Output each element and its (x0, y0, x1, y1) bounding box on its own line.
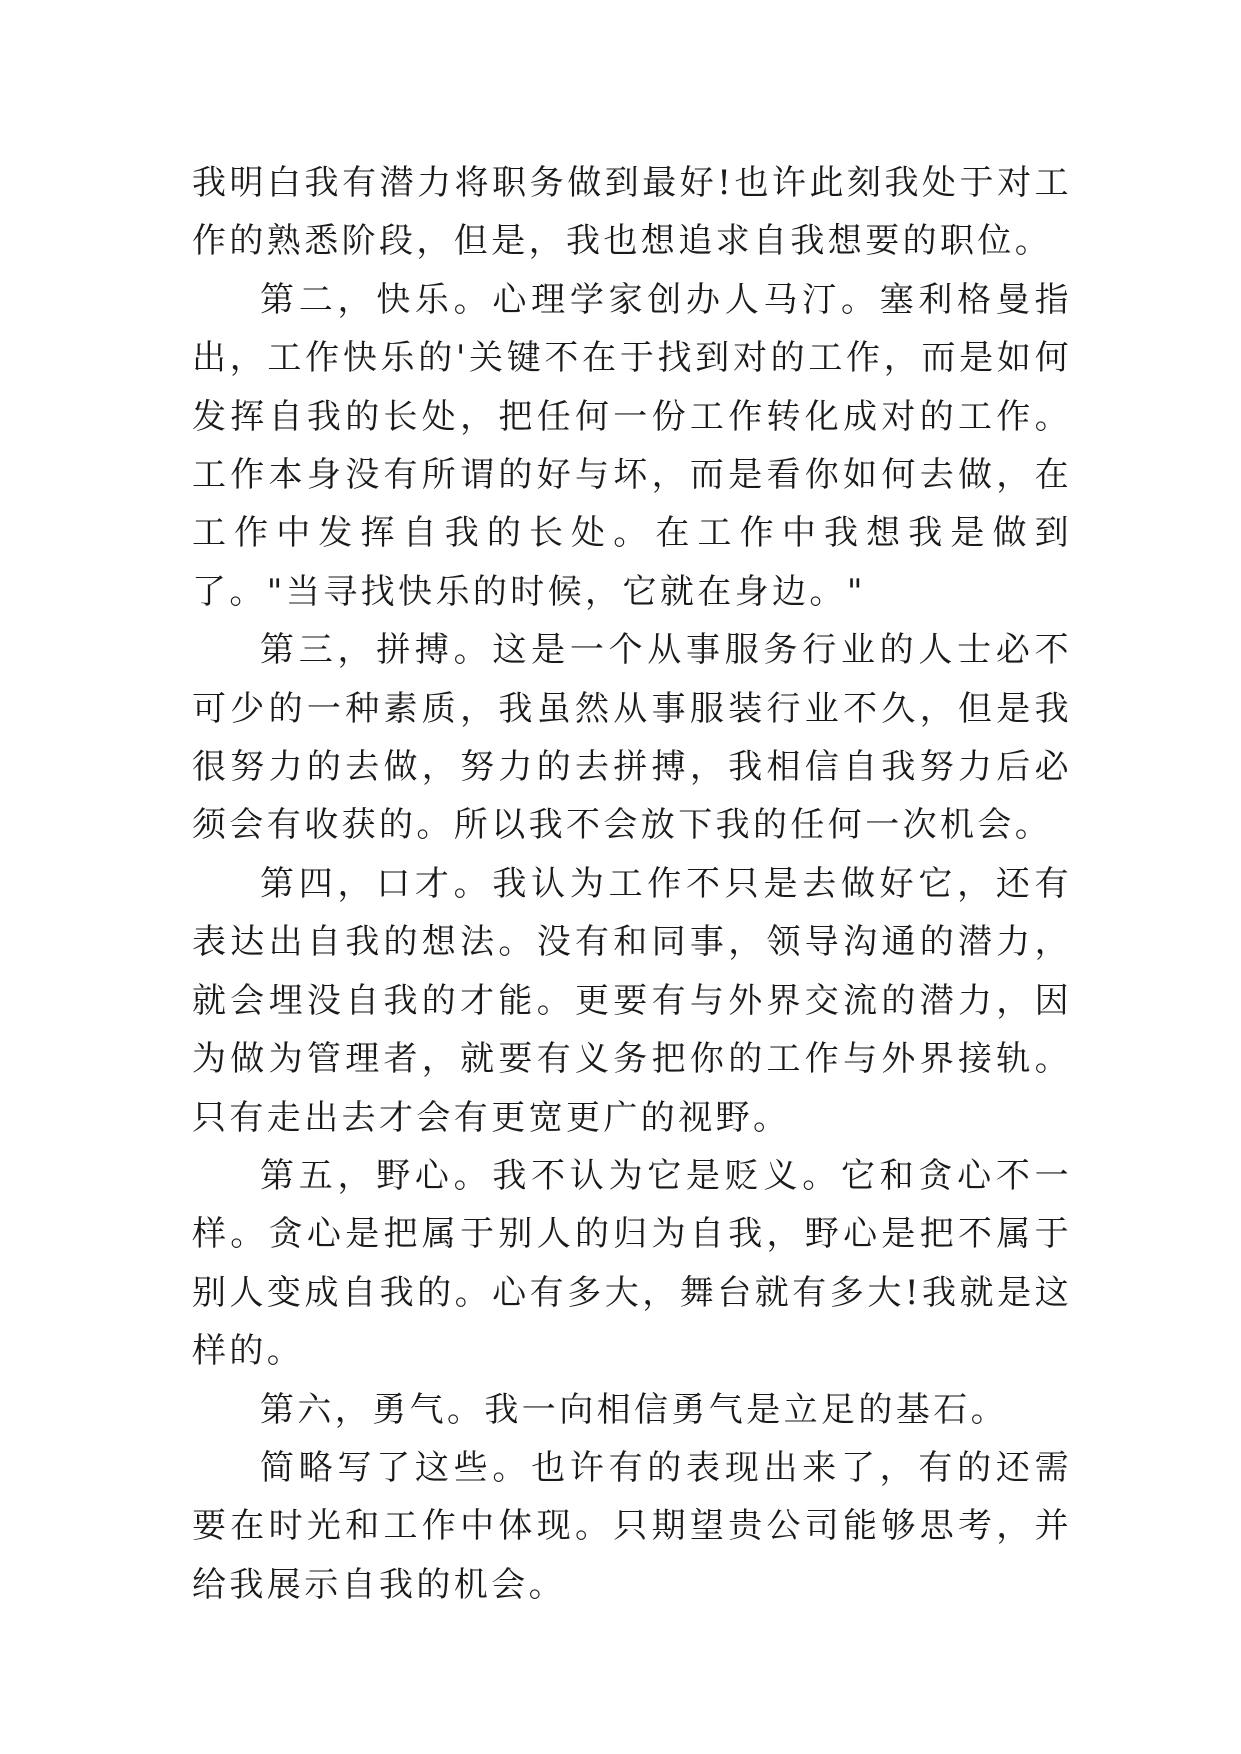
paragraph-4: 第四，口才。我认为工作不只是去做好它，还有表达出自我的想法。没有和同事，领导沟通的潜力，就会埋没自我的才能。更要有与外界交流的潜力，因为做为管理者，就要有义务把你的工作与外界接轨。只有走出去才会有更宽更广的视野。 (192, 863, 1072, 1138)
paragraph-7: 简略写了这些。也许有的表现出来了，有的还需要在时光和工作中体现。只期望贵公司能够思考，并给我展示自我的机会。 (192, 1447, 1072, 1605)
paragraph-5: 第五，野心。我不认为它是贬义。它和贪心不一样。贪心是把属于别人的归为自我，野心是把不属于别人变成自我的。心有多大，舞台就有多大!我就是这样的。 (192, 1155, 1072, 1372)
paragraph-1: 我明白我有潜力将职务做到最好!也许此刻我处于对工作的熟悉阶段，但是，我也想追求自我想要的职位。 (192, 163, 1072, 262)
document-body (192, 154, 1072, 1614)
paragraph-2: 第二，快乐。心理学家创办人马汀。塞利格曼指出，工作快乐的'关键不在于找到对的工作，而是如何发挥自我的长处，把任何一份工作转化成对的工作。工作本身没有所谓的好与坏，而是看你如何去做，在工作中发挥自我的长处。在工作中我想我是做到了。"当寻找快乐的时候，它就在身边。" (192, 279, 1072, 612)
paragraph-3: 第三，拼搏。这是一个从事服务行业的人士必不可少的一种素质，我虽然从事服装行业不久，但是我很努力的去做，努力的去拼搏，我相信自我努力后必须会有收获的。所以我不会放下我的任何一次机会。 (192, 630, 1072, 846)
paragraph-6: 第六，勇气。我一向相信勇气是立足的基石。 (260, 1389, 1008, 1430)
